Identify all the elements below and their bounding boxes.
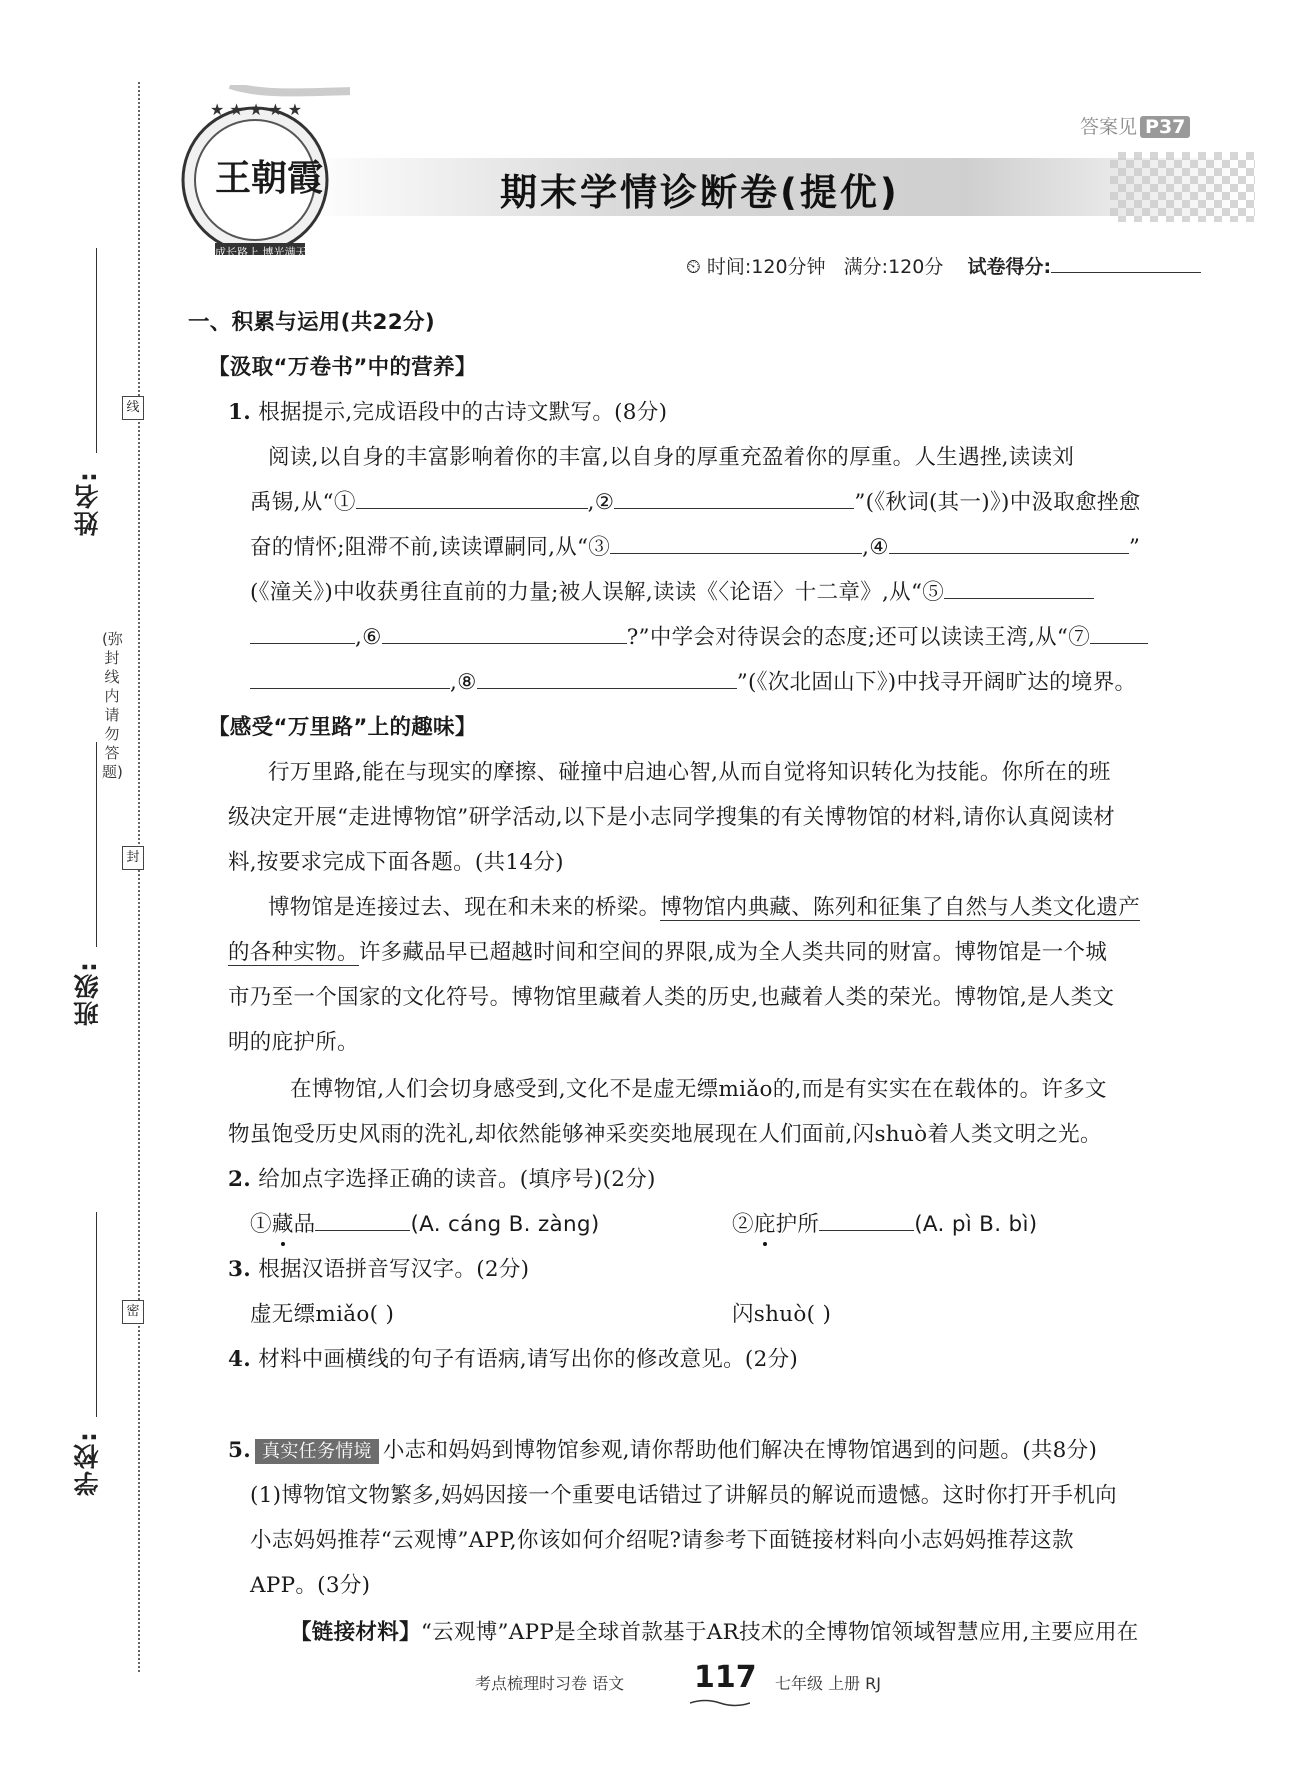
q2-option-b: ②庇护所 (A. pì B. bì) [732, 1212, 1038, 1237]
answer-blank[interactable] [382, 625, 627, 644]
q5-stem: 5. 真实任务情境 小志和妈妈到博物馆参观,请你帮助他们解决在博物馆遇到的问题。(共8分) [228, 1438, 1098, 1463]
page-number-swoosh [690, 1698, 750, 1708]
class-blank[interactable] [96, 742, 97, 947]
q5-line: 小志妈妈推荐“云观博”APP,你该如何介绍呢?请参考下面链接材料向小志妈妈推荐这款 [250, 1528, 1074, 1553]
passage-line: 市乃至一个国家的文化符号。博物馆里藏着人类的历史,也藏着人类的荣光。博物馆,是人类文 [228, 985, 1115, 1010]
passage-line: 的各种实物。许多藏品早已超越时间和空间的界限,成为全人类共同的财富。博物馆是一个城 [228, 940, 1108, 965]
q5-line: (1)博物馆文物繁多,妈妈因接一个重要电话错过了讲解员的解说而遗憾。这时你打开手机向 [250, 1483, 1117, 1508]
name-label: 姓名: [73, 470, 102, 536]
answer-blank[interactable] [1090, 625, 1148, 644]
class-label: 班级: [73, 960, 102, 1026]
seal-mi-mark: 密 [122, 1300, 144, 1324]
binding-dotted-line [138, 82, 140, 1672]
q3-item-b: 闪shuò( ) [732, 1302, 832, 1327]
q2-stem: 2. 给加点字选择正确的读音。(填序号)(2分) [228, 1167, 656, 1192]
answer-blank[interactable] [610, 535, 862, 554]
seal-seal-mark: 封 [122, 846, 144, 870]
answer-blank[interactable] [819, 1212, 914, 1231]
underlined-sentence: 博物馆内典藏、陈列和征集了自然与人类文化遗产 [660, 895, 1141, 920]
passage-line: 博物馆是连接过去、现在和未来的桥梁。博物馆内典藏、陈列和征集了自然与人类文化遗产 [268, 895, 1141, 920]
school-blank[interactable] [96, 1212, 97, 1417]
page-title: 期末学情诊断卷(提优) [500, 171, 900, 214]
score-blank[interactable] [1051, 254, 1201, 273]
section-heading: 一、积累与运用(共22分) [188, 310, 435, 335]
answer-blank[interactable] [315, 1212, 410, 1231]
q1-line: (《潼关》)中收获勇往直前的力量;被人误解,读读《〈论语〉十二章》,从“⑤ [250, 575, 1094, 606]
q1-line: ,⑧ ”(《次北固山下》)中找寻开阔旷达的境界。 [250, 665, 1136, 696]
intro-line: 料,按要求完成下面各题。(共14分) [228, 850, 564, 875]
intro-line: 级决定开展“走进博物馆”研学活动,以下是小志同学搜集的有关博物馆的材料,请你认真阅读材 [228, 805, 1116, 830]
logo-seal-text: 成长路上 博光满天 [215, 246, 307, 259]
answer-blank[interactable] [250, 625, 355, 644]
intro-line: 行万里路,能在与现实的摩擦、碰撞中启迪心智,从而自觉将知识转化为技能。你所在的班 [268, 760, 1111, 785]
subsection-heading: 【汲取“万卷书”中的营养】 [208, 355, 477, 380]
page-number: 117 [694, 1660, 757, 1695]
q2-option-a: ①藏品 (A. cáng B. zàng) [250, 1212, 600, 1237]
underlined-sentence: 的各种实物。 [228, 940, 359, 965]
q3-item-a: 虚无缥miǎo( ) [250, 1302, 395, 1327]
footer-right: 七年级 上册 RJ [775, 1674, 882, 1693]
answer-blank[interactable] [889, 535, 1129, 554]
svg-text:★ ★ ★ ★ ★: ★ ★ ★ ★ ★ [210, 100, 303, 119]
q1-line: 奋的情怀;阻滞不前,读读谭嗣同,从“③ ,④ ” [250, 535, 1141, 560]
q5-link-material: 【链接材料】“云观博”APP是全球首款基于AR技术的全博物馆领域智慧应用,主要应用在 [290, 1620, 1139, 1645]
q5-line: APP。(3分) [250, 1573, 371, 1598]
q3-stem: 3. 根据汉语拼音写汉字。(2分) [228, 1257, 530, 1282]
passage-line: 明的庇护所。 [228, 1030, 359, 1055]
q4-stem: 4. 材料中画横线的句子有语病,请写出你的修改意见。(2分) [228, 1347, 799, 1372]
answer-blank[interactable] [614, 490, 854, 509]
answer-blank[interactable] [477, 670, 737, 689]
subsection-heading: 【感受“万里路”上的趣味】 [208, 715, 477, 740]
binding-note: (弥封线内请勿答题) [102, 630, 123, 781]
name-blank[interactable] [96, 248, 97, 453]
clock-icon: ⏲ [686, 256, 701, 278]
answer-blank[interactable] [250, 670, 450, 689]
answer-blank[interactable] [356, 490, 588, 509]
passage-line: 在博物馆,人们会切身感受到,文化不是虚无缥miǎo的,而是有实实在在载体的。许多文 [290, 1077, 1107, 1102]
exam-meta: ⏲ 时间:120分钟 满分:120分 试卷得分: [686, 252, 1201, 279]
footer-left: 考点梳理时习卷 语文 [475, 1674, 625, 1693]
q1-line: ,⑥ ?”中学会对待误会的态度;还可以读读王湾,从“⑦ [250, 620, 1148, 651]
logo-name: 王朝霞 [215, 157, 324, 199]
q1-line: 禹锡,从“① ,② ”(《秋词(其一)》)中汲取愈挫愈 [250, 490, 1141, 515]
q1-line: 阅读,以自身的丰富影响着你的丰富,以自身的厚重充盈着你的厚重。人生遇挫,读读刘 [268, 445, 1075, 470]
task-tag: 真实任务情境 [255, 1439, 379, 1464]
school-label: 学校: [73, 1430, 102, 1496]
banner-pattern [1110, 152, 1255, 222]
answer-blank[interactable] [944, 580, 1094, 599]
q1-stem: 1. 根据提示,完成语段中的古诗文默写。(8分) [228, 400, 668, 425]
answer-reference: 答案见 P37 [1080, 112, 1190, 139]
passage-line: 物虽饱受历史风雨的洗礼,却依然能够神采奕奕地展现在人们面前,闪shuò着人类文明之光。 [228, 1122, 1102, 1147]
seal-line-mark: 线 [122, 396, 144, 420]
